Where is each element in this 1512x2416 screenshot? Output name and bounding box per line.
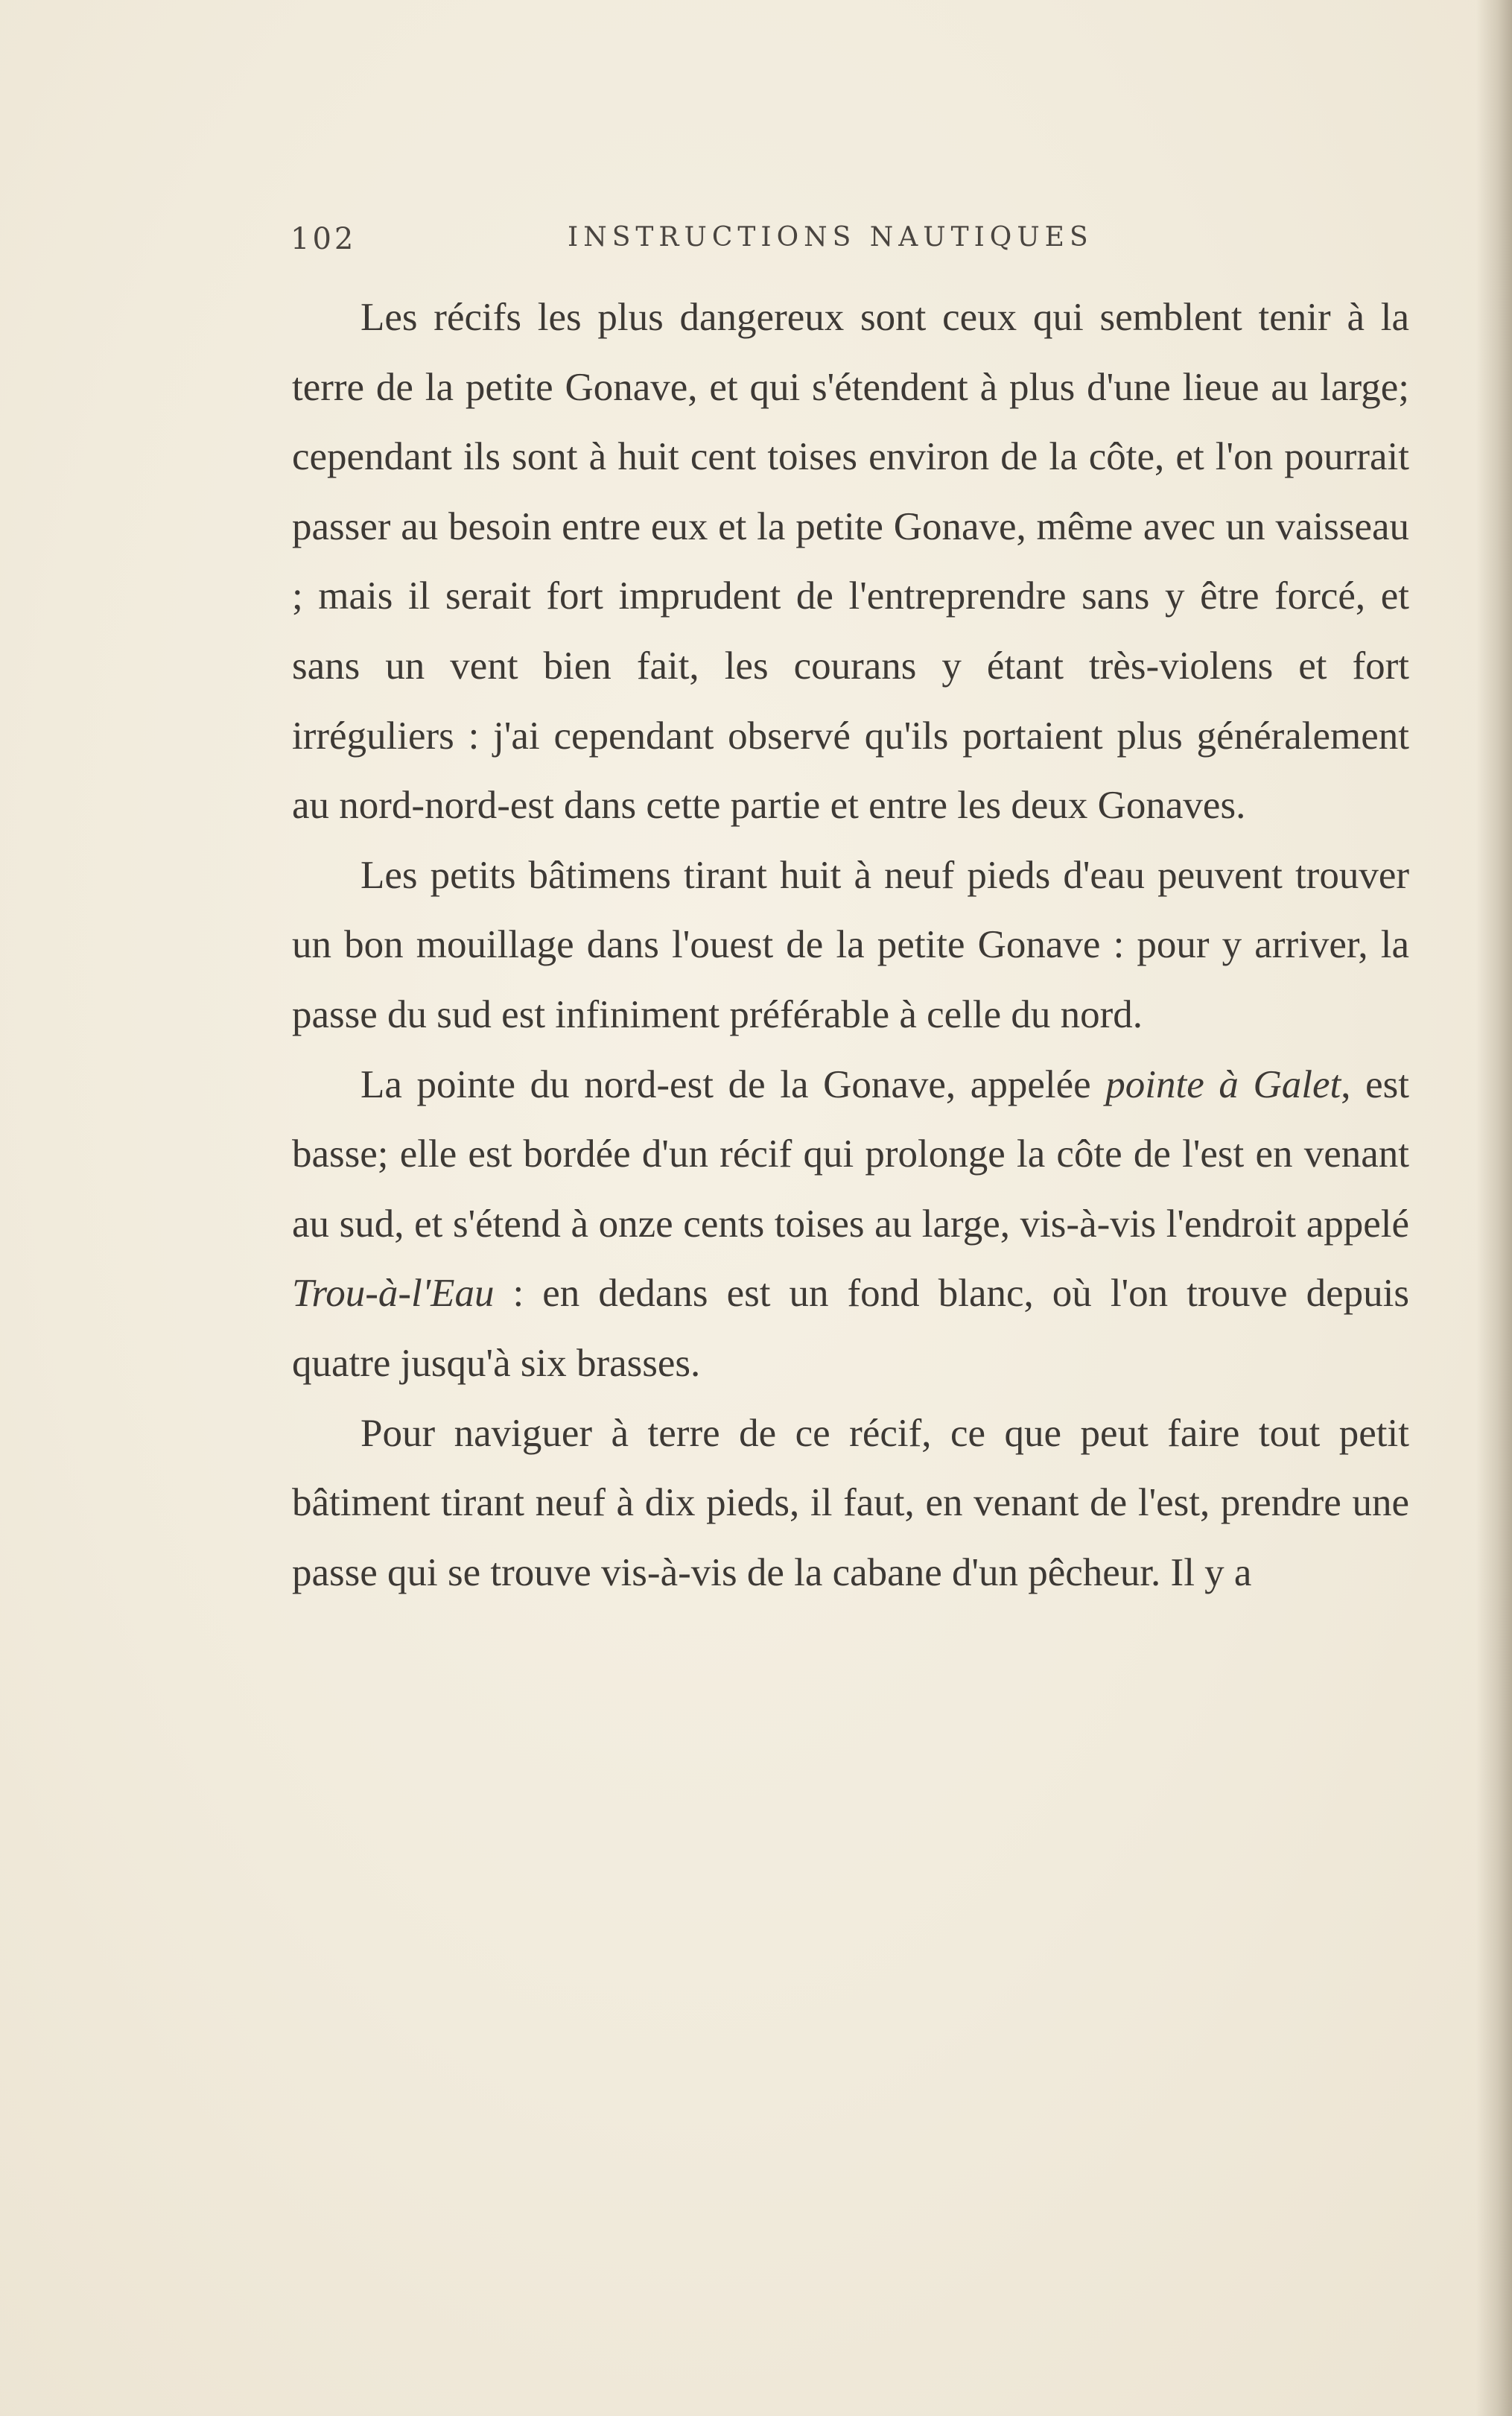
paragraph-1 — [292, 283, 1409, 841]
paragraph-1-text: Les récifs les plus dangereux sont ceux qui semblent tenir à la terre de la petite Gonave, et qui s'étendent à plus d'une lieue au large; cependant ils sont à huit cent toises environ de la côte, et l'on pourrait passer au besoin entre eux et la petite Gonave, même avec un vaisseau ; mais il serait fort imprudent de l'entreprendre sans y être forcé, et sans un vent bien fait, les courans y étant très-violens et fort irréguliers : j'ai cependant observé qu'ils portaient plus généralement au nord-nord-est dans cette partie et entre les deux Gonaves. — [292, 296, 1409, 828]
paragraph-2-text: Les petits bâtimens tirant huit à neuf pieds d'eau peuvent trouver un bon mouillage dans l'ouest de la petite Gonave : pour y arriver, la passe du sud est infiniment préférable à celle du nord. — [292, 853, 1409, 1036]
paragraph-4 — [292, 1399, 1409, 1608]
paragraph-3-text-middle: , est basse; elle est bordée d'un récif qui prolonge la côte de l'est en venant au sud, et s'étend à onze cents toises au large, vis-à-vis l'endroit appelé — [292, 1062, 1409, 1246]
running-header — [290, 222, 1452, 267]
place-name-trou-a-l-eau: Trou-à-l'Eau — [292, 1272, 495, 1316]
paragraph-2 — [292, 841, 1409, 1050]
paragraph-3-text-start: La pointe du nord-est de la Gonave, appelée — [360, 1062, 1106, 1106]
place-name-pointe-a-galet: pointe à Galet — [1105, 1062, 1341, 1106]
paragraph-3-text-end: : en dedans est un fond blanc, où l'on trouve depuis quatre jusqu'à six brasses. — [292, 1272, 1409, 1385]
body-text — [292, 283, 1409, 1608]
paragraph-3 — [292, 1050, 1409, 1399]
page-number: 102 — [290, 222, 357, 256]
paragraph-4-text: Pour naviguer à terre de ce récif, ce que peut faire tout petit bâtiment tirant neuf à dix pieds, il faut, en venant de l'est, prendre une passe qui se trouve vis-à-vis de la cabane d'un pêcheur. Il y a — [292, 1411, 1409, 1594]
page-edge-shadow — [1476, 0, 1512, 2416]
running-title: INSTRUCTIONS NAUTIQUES — [568, 222, 1093, 253]
